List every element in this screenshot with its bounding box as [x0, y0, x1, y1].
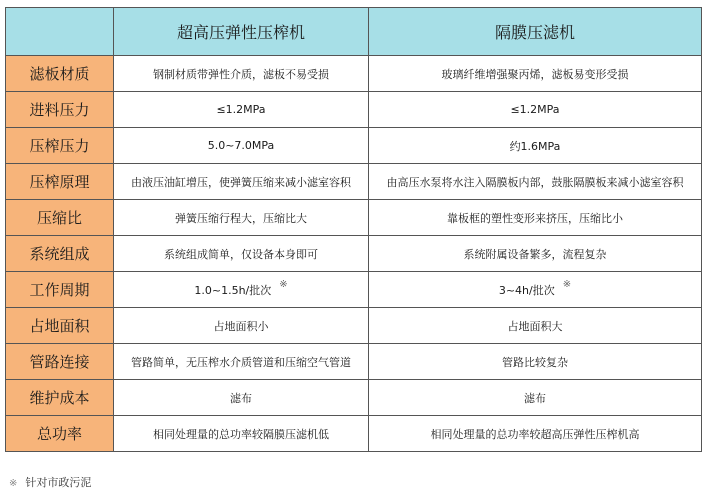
cell-ultra-high-pressure-press [114, 200, 369, 236]
cell-ultra-high-pressure-press [114, 344, 369, 380]
row-label: 滤板材质 [6, 56, 114, 92]
cell-text: 系统组成简单，仅设备本身即可 [164, 247, 318, 261]
cell-text: ≤1.2MPa [216, 103, 266, 116]
cell-text: 滤布 [524, 391, 546, 405]
table-row [6, 92, 702, 128]
cell-text: 1.0~1.5h/批次 [194, 283, 272, 297]
comparison-table [5, 7, 702, 452]
cell-membrane-filter-press [369, 308, 702, 344]
table-row [6, 236, 702, 272]
table-row [6, 200, 702, 236]
row-label: 占地面积 [6, 308, 114, 344]
header-membrane-filter-press: 隔膜压滤机 [369, 8, 702, 56]
cell-membrane-filter-press [369, 380, 702, 416]
cell-membrane-filter-press [369, 416, 702, 452]
cell-text: 玻璃纤维增强聚丙烯，滤板易变形受损 [441, 67, 629, 81]
cell-membrane-filter-press [369, 236, 702, 272]
row-label: 压缩比 [6, 200, 114, 236]
header-ultra-high-pressure-press: 超高压弹性压榨机 [114, 8, 369, 56]
cell-ultra-high-pressure-press [114, 128, 369, 164]
cell-text: ≤1.2MPa [510, 103, 560, 116]
cell-ultra-high-pressure-press [114, 92, 369, 128]
cell-text: 管路比较复杂 [502, 355, 568, 369]
table-row [6, 308, 702, 344]
header-corner-cell [6, 8, 114, 56]
table-row [6, 128, 702, 164]
cell-text: 靠板框的塑性变形来挤压，压缩比小 [447, 211, 623, 225]
table-row [6, 344, 702, 380]
cell-text: 由液压油缸增压，使弹簧压缩来减小滤室容积 [131, 175, 351, 189]
comparison-table-container [5, 7, 701, 452]
row-label: 进料压力 [6, 92, 114, 128]
cell-text: 占地面积小 [213, 319, 269, 333]
header-row [6, 8, 702, 56]
cell-text: 由高压水泵将水注入隔膜板内部，鼓胀隔膜板来减小滤室容积 [386, 175, 684, 189]
cell-membrane-filter-press [369, 56, 702, 92]
cell-text: 3~4h/批次 [498, 283, 555, 297]
table-row [6, 56, 702, 92]
footnote-text: 针对市政污泥 [25, 476, 92, 489]
footnote [9, 474, 91, 490]
cell-ultra-high-pressure-press [114, 164, 369, 200]
cell-text: 管路简单，无压榨水介质管道和压缩空气管道 [131, 355, 351, 369]
cell-membrane-filter-press [369, 200, 702, 236]
cell-text: 约1.6MPa [509, 139, 561, 153]
reference-mark: ※ [279, 278, 288, 290]
table-row [6, 272, 702, 308]
cell-text: 相同处理量的总功率较超高压弹性压榨机高 [430, 427, 640, 441]
cell-membrane-filter-press [369, 128, 702, 164]
table-row [6, 380, 702, 416]
cell-membrane-filter-press [369, 272, 702, 308]
cell-membrane-filter-press [369, 164, 702, 200]
cell-text: 钢制材质带弹性介质，滤板不易受损 [153, 67, 329, 81]
cell-text: 相同处理量的总功率较隔膜压滤机低 [153, 427, 329, 441]
table-row [6, 164, 702, 200]
cell-ultra-high-pressure-press [114, 236, 369, 272]
cell-ultra-high-pressure-press [114, 380, 369, 416]
row-label: 工作周期 [6, 272, 114, 308]
cell-text: 弹簧压缩行程大，压缩比大 [175, 211, 307, 225]
cell-text: 滤布 [230, 391, 252, 405]
cell-text: 占地面积大 [507, 319, 563, 333]
cell-text: 系统附属设备繁多，流程复杂 [463, 247, 607, 261]
cell-membrane-filter-press [369, 344, 702, 380]
row-label: 管路连接 [6, 344, 114, 380]
row-label: 压榨原理 [6, 164, 114, 200]
cell-membrane-filter-press [369, 92, 702, 128]
row-label: 维护成本 [6, 380, 114, 416]
reference-mark: ※ [562, 278, 572, 290]
footnote-mark: ※ [9, 478, 18, 489]
cell-ultra-high-pressure-press [114, 56, 369, 92]
cell-ultra-high-pressure-press [114, 308, 369, 344]
cell-ultra-high-pressure-press [114, 272, 369, 308]
cell-text: 5.0~7.0MPa [207, 139, 275, 152]
cell-ultra-high-pressure-press [114, 416, 369, 452]
row-label: 压榨压力 [6, 128, 114, 164]
table-row [6, 416, 702, 452]
row-label: 系统组成 [6, 236, 114, 272]
row-label: 总功率 [6, 416, 114, 452]
